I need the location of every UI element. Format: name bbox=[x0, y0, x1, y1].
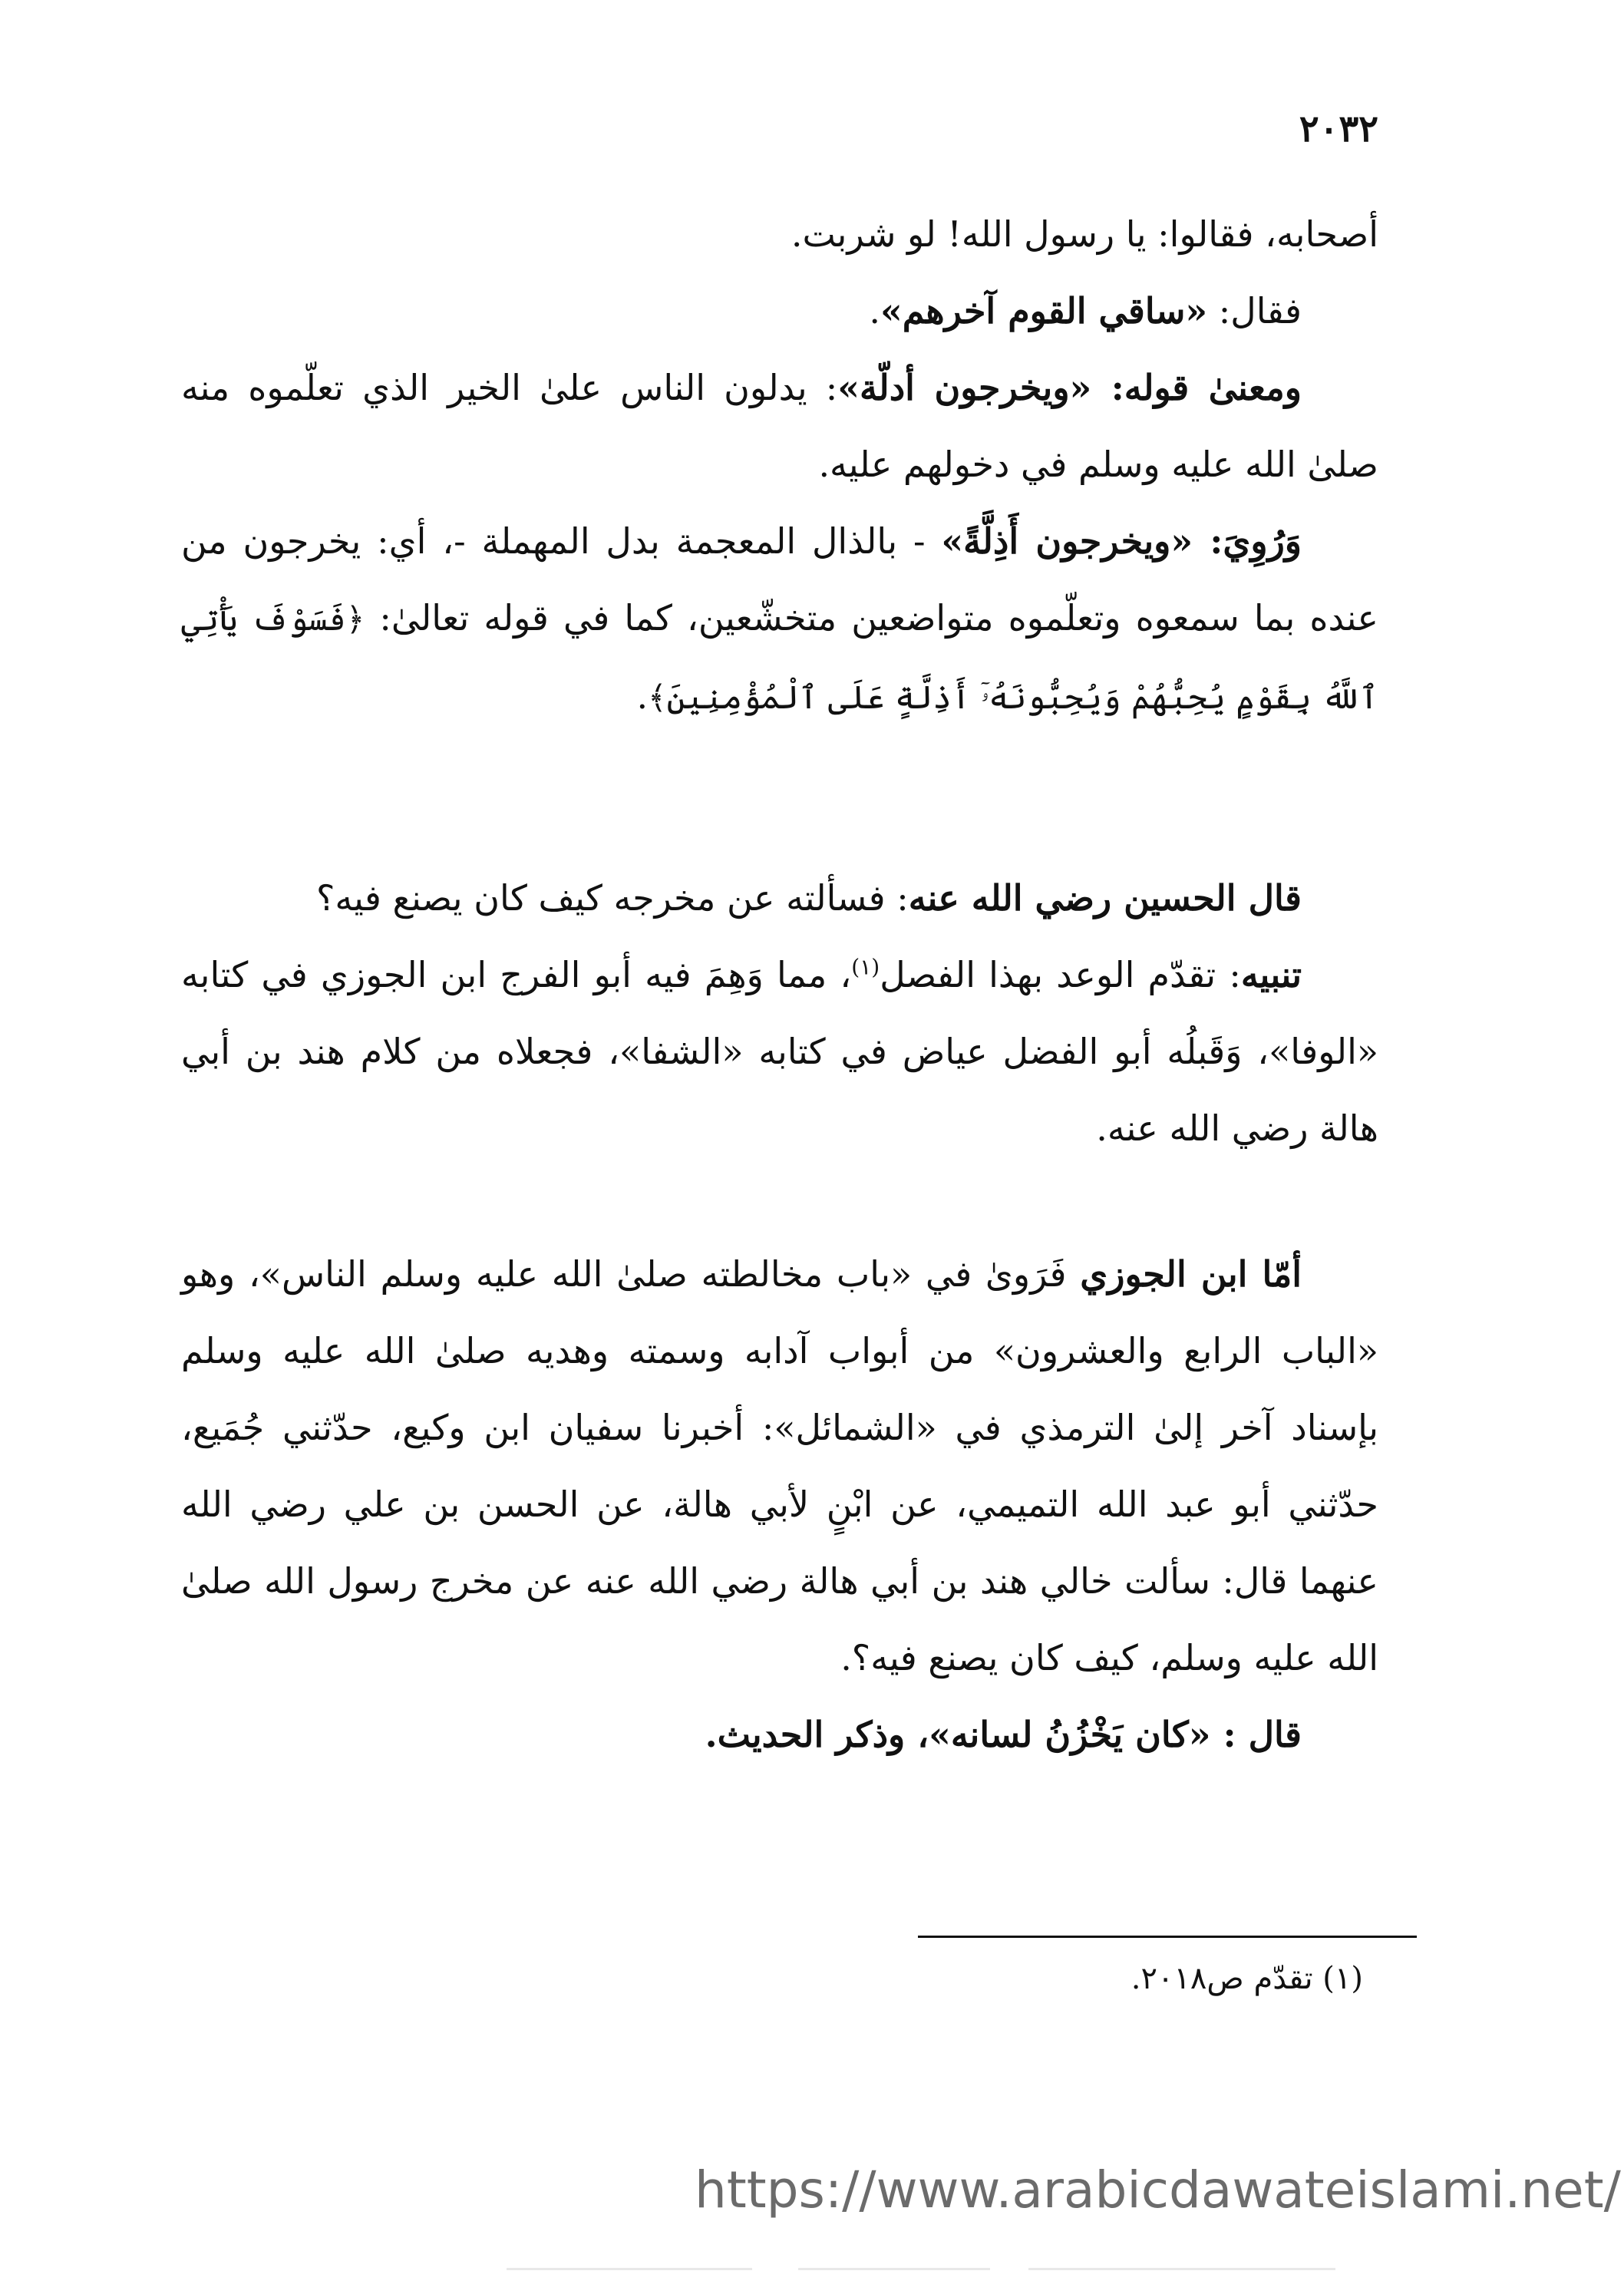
page-number: ٢٠٣٢ bbox=[1299, 107, 1378, 150]
paragraph-3-lead: ومعنىٰ قوله: «ويخرجون أدلّة» bbox=[837, 367, 1302, 408]
hadith-quote: «ساقي القوم آخرهم» bbox=[880, 290, 1208, 332]
paragraph-2-suffix: . bbox=[869, 290, 880, 332]
paragraph-3 bbox=[181, 349, 1378, 503]
footnote-reference: (١) bbox=[851, 954, 880, 980]
text-block-top bbox=[181, 196, 1378, 736]
paragraph-6-body-1: : تقدّم الوعد بهذا الفصل bbox=[880, 954, 1241, 995]
paragraph-5-lead: قال الحسين رضي الله عنه bbox=[908, 877, 1302, 919]
footnote-divider bbox=[918, 1936, 1417, 1938]
paragraph-4-body: - بالذال المعجمة بدل المهملة -، أي: يخرجون من عنده بما سمعوه وتعلّموه متواضعين متخشّعين، كما في قوله تعالىٰ: bbox=[181, 520, 1378, 639]
paragraph-6 bbox=[181, 936, 1378, 1167]
paragraph-5 bbox=[181, 860, 1378, 936]
paragraph-7-body: فَرَوىٰ في «باب مخالطته صلىٰ الله عليه وسلم الناس»، وهو «الباب الرابع والعشرون» من أبواب آدابه وسمته وهديه صلىٰ الله عليه وسلم بإسناد آخر إلىٰ الترمذي في «الشمائل»: أخبرنا سفيان ابن وكيع، حدّثني جُمَيع، حدّثني أبو عبد الله التميمي، عن ابْنٍ لأبي هالة، عن الحسن بن علي رضي الله عنهما قال: سألت خالي هند بن أبي هالة رضي الله عنه عن مخرج رسول الله صلىٰ الله عليه وسلم، كيف كان يصنع فيه؟. bbox=[181, 1253, 1378, 1678]
paragraph-5-body: : فسألته عن مخرجه كيف كان يصنع فيه؟ bbox=[315, 877, 909, 919]
scan-artifact-line bbox=[507, 2268, 752, 2270]
paragraph-7 bbox=[181, 1236, 1378, 1696]
quran-verse: ﴿فَسَوْفَ يَأْتِي ٱللَّهُ بِقَوْمٍ يُحِبُّهُمْ وَيُحِبُّونَهُۥٓ أَذِلَّةٍ عَلَى ٱلْمُؤْمِنِينَ﴾ bbox=[181, 600, 1378, 716]
scan-artifact-line bbox=[798, 2268, 990, 2270]
watermark-url: https://www.arabicdawateislami.net/ bbox=[695, 2160, 1621, 2220]
paragraph-4-end: . bbox=[636, 675, 649, 717]
paragraph-8-body: «كان يَخْزُنُ لسانه»، وذكر الحديث. bbox=[705, 1714, 1211, 1755]
note-heading: تنبيه bbox=[1240, 954, 1302, 995]
paragraph-4 bbox=[181, 503, 1378, 736]
text-block-middle bbox=[181, 860, 1378, 1167]
paragraph-6-body-2: ، مما وَهِمَ فيه أبو الفرج ابن الجوزي في كتابه «الوفا»، وَقَبلُه أبو الفضل عياض في كتابه «الشفا»، فجعلاه من كلام هند بن أبي هالة رضي الله عنه. bbox=[181, 954, 1378, 1149]
paragraph-1: أصحابه، فقالوا: يا رسول الله! لو شربت. bbox=[791, 213, 1378, 255]
paragraph-2 bbox=[181, 272, 1378, 349]
footnote: (١) تقدّم ص٢٠١٨. bbox=[1131, 1961, 1363, 1996]
paragraph-7-lead: أمّا ابن الجوزي bbox=[1080, 1253, 1302, 1295]
paragraph-8-lead: قال : bbox=[1210, 1714, 1302, 1755]
scan-artifact-line bbox=[1028, 2268, 1335, 2270]
paragraph-3-body: : يدلون الناس علىٰ الخير الذي تعلّموه منه صلىٰ الله عليه وسلم في دخولهم عليه. bbox=[181, 367, 1378, 485]
paragraph-4-lead: وَرُوِيَ: «ويخرجون أَذِلَّةً» bbox=[941, 520, 1302, 562]
paragraph-2-prefix: فقال: bbox=[1207, 290, 1302, 332]
text-block-bottom bbox=[181, 1236, 1378, 1773]
paragraph-8 bbox=[181, 1696, 1378, 1773]
